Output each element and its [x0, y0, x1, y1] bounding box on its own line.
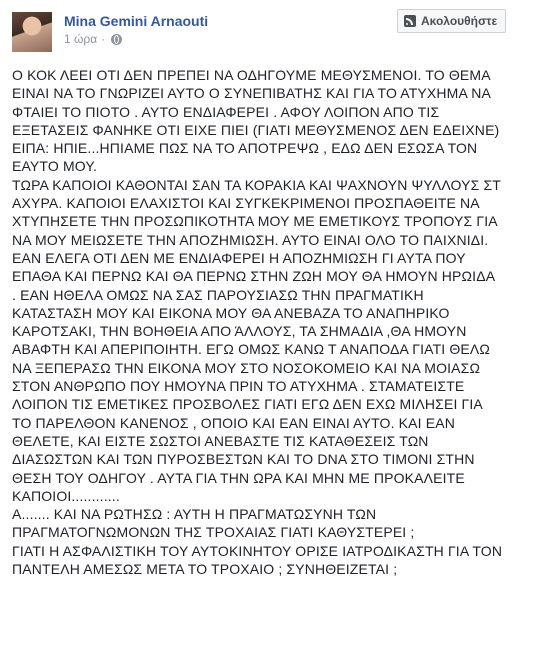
post-text-line: ΛΟΙΠΟΝ ΤΙΣ ΕΜΕΤΙΚΕΣ ΠΡΟΣΒΟΛΕΣ ΓΙΑΤΙ ΕΓΩ ΔΕΝ ΕΧΩ ΜΙΛΗΣΕΙ ΓΙΑ: [12, 396, 483, 413]
post-text-line: ΠΡΑΓΜΑΤΟΓΝΩΜΟΝΩΝ ΤΗΣ ΤΡΟΧΑΙΑΣ ΓΙΑΤΙ ΚΑΘΥΣΤΕΡΕΙ ;: [12, 524, 415, 541]
globe-icon[interactable]: [111, 34, 122, 45]
post-text-line: ΝΑ ΜΟΥ ΜΕΙΩΣΕΤΕ ΤΗΝ ΑΠΟΖΗΜΙΩΣΗ. ΑΥΤΟ ΕΙΝΑΙ ΟΛΟ ΤΟ ΠΑΙΧΝΙΔΙ.: [12, 231, 489, 248]
post-text-line: ΓΙΑΤΙ Η ΑΣΦΑΛΙΣΤΙΚΗ ΤΟΥ ΑΥΤΟΚΙΝΗΤΟΥ ΟΡΙΣΕ ΙΑΤΡΟΔΙΚΑΣΤΗ ΓΙΑ ΤΟΝ: [12, 542, 503, 559]
post-text: [12, 66, 540, 578]
post-text-line: ΕΑΥΤΟ ΜΟΥ.: [12, 158, 98, 175]
post-text-line: ΑΧΥΡΑ. ΚΑΠΟΙΟΙ ΕΛΑΧΙΣΤΟΙ ΚΑΙ ΣΥΓΚΕΚΡΙΜΕΝΟΙ ΠΡΟΣΠΑΘΕΙΤΕ ΝΑ: [12, 195, 480, 212]
post-text-line: ΝΑ ΞΕΠΕΡΑΣΩ ΤΗΝ ΕΙΚΟΝΑ ΜΟΥ ΣΤΟ ΝΟΣΟΚΟΜΕΙΟ ΚΑΙ ΝΑ ΜΟΙΑΣΩ: [12, 359, 481, 376]
post-text-line: ΑΒΑΦΤΗ ΚΑΙ ΑΠΕΡΙΠΟΙΗΤΗ. ΕΓΩ ΟΜΩΣ ΚΑΝΩ Τ ΑΝΑΠΟΔΑ ΓΙΑΤΙ ΘΕΛΩ: [12, 341, 491, 358]
post-header: [0, 0, 549, 60]
post-timestamp[interactable]: 1 ώρα: [64, 32, 98, 46]
post-text-line: ΘΕΣΗ ΤΟΥ ΟΔΗΓΟΥ . ΑΥΤΑ ΓΙΑ ΤΗΝ ΩΡΑ ΚΑΙ ΜΗΝ ΜΕ ΠΡΟΚΑΛΕΙΤΕ: [12, 469, 465, 486]
post-text-line: ΚΑΤΑΣΤΑΣΗ ΜΟΥ ΚΑΙ ΕΙΚΟΝΑ ΜΟΥ ΘΑ ΑΝΕΒΑΖΑ ΤΟ ΑΝΑΠΗΡΙΚΟ: [12, 304, 450, 321]
post-text-line: ΚΑΡΟΤΣΑΚΙ, ΤΗΝ ΒΟΗΘΕΙΑ ΑΠΟ ΆΛΛΟΥΣ, ΤΑ ΣΗΜΑΔΙΑ ,ΘΑ ΗΜΟΥΝ: [12, 323, 467, 340]
post-text-line: ΤΟ ΠΑΡΕΛΘΟΝ ΚΑΝΕΝΟΣ , ΟΠΟΙΟ ΚΑΙ ΕΑΝ ΕΙΝΑΙ ΑΥΤΟ. ΚΑΙ ΕΑΝ: [12, 414, 455, 431]
post-text-line: ΚΑΠΟΙΟΙ............: [12, 487, 120, 504]
post-text-line: ΕΠΑΘΑ ΚΑΙ ΠΕΡΝΩ ΚΑΙ ΘΑ ΠΕΡΝΩ ΣΤΗΝ ΖΩΗ ΜΟΥ ΘΑ ΗΜΟΥΝ ΗΡΩΙΔΑ: [12, 268, 496, 285]
post-text-line: ΘΕΛΕΤΕ, ΚΑΙ ΕΙΣΤΕ ΣΩΣΤΟΙ ΑΝΕΒΑΣΤΕ ΤΙΣ ΚΑΤΑΘΕΣΕΙΣ ΤΩΝ: [12, 432, 429, 449]
post-text-line: ΧΤΥΠΗΣΕΤΕ ΤΗΝ ΠΡΟΣΩΠΙΚΟΤΗΤΑ ΜΟΥ ΜΕ ΕΜΕΤΙΚΟΥΣ ΤΡΟΠΟΥΣ ΓΙΑ: [12, 213, 498, 230]
post-text-line: ΦΤΑΙΕΙ ΤΟ ΠΙΟΤΟ . ΑΥΤΟ ΕΝΔΙΑΦΕΡΕΙ . ΑΦΟΥ ΛΟΙΠΟΝ ΑΠΟ ΤΙΣ: [12, 103, 440, 120]
post-text-line: Α....... ΚΑΙ ΝΑ ΡΩΤΗΣΩ : ΑΥΤΗ Η ΠΡΑΓΜΑΤΩΣΥΝΗ ΤΩΝ: [12, 506, 377, 523]
follow-button-label: Ακολουθήστε: [421, 14, 498, 28]
author-name[interactable]: Mina Gemini Arnaouti: [64, 13, 209, 29]
post-text-line: ΕΑΝ ΕΛΕΓΑ ΟΤΙ ΔΕΝ ΜΕ ΕΝΔΙΑΦΕΡΕΙ Η ΑΠΟΖΗΜΙΩΣΗ ΓΙ ΑΥΤΑ ΠΟΥ: [12, 249, 466, 266]
post-text-line: . ΕΑΝ ΗΘΕΛΑ ΟΜΩΣ ΝΑ ΣΑΣ ΠΑΡΟΥΣΙΑΣΩ ΤΗΝ ΠΡΑΓΜΑΤΙΚΗ: [12, 286, 424, 303]
post-text-line: ΕΙΝΑΙ ΝΑ ΤΟ ΓΝΩΡΙΖΕΙ ΑΥΤΟ Ο ΣΥΝΕΠΙΒΑΤΗΣ ΚΑΙ ΓΙΑ ΤΟ ΑΤΥΧΗΜΑ ΝΑ: [12, 85, 491, 102]
meta-separator: ·: [101, 32, 106, 46]
post-text-line: ΕΞΕΤΑΣΕΙΣ ΦΑΝΗΚΕ ΟΤΙ ΕΙΧΕ ΠΙΕΙ (ΓΙΑΤΙ ΜΕΘΥΣΜΕΝΟΣ ΔΕΝ ΕΔΕΙΧΝΕ): [12, 121, 500, 138]
post-text-line: ΣΤΟΝ ΑΝΘΡΩΠΟ ΠΟΥ ΗΜΟΥΝΑ ΠΡΙΝ ΤΟ ΑΤΥΧΗΜΑ . ΣΤΑΜΑΤΕΙΣΤΕ: [12, 378, 465, 395]
post-text-line: ΔΙΑΣΩΣΤΩΝ ΚΑΙ ΤΩΝ ΠΥΡΟΣΒΕΣΤΩΝ ΚΑΙ ΤΟ DNA ΣΤΟ ΤΙΜΟΝΙ ΣΤΗΝ: [12, 451, 475, 468]
follow-button[interactable]: [397, 9, 506, 33]
post-text-line: ΤΩΡΑ ΚΑΠΟΙΟΙ ΚΑΘΟΝΤΑΙ ΣΑΝ ΤΑ ΚΟΡΑΚΙΑ ΚΑΙ ΨΑΧΝΟΥΝ ΨΥΛΛΟΥΣ ΣΤ: [12, 176, 501, 193]
rss-icon: [404, 15, 416, 27]
post-meta: [64, 32, 122, 46]
post-text-line: ΕΙΠΑ: ΗΠΙΕ...ΗΠΙΑΜΕ ΠΩΣ ΝΑ ΤΟ ΑΠΟΤΡΕΨΩ , ΕΔΩ ΔΕΝ ΕΣΩΣΑ ΤΟΝ: [12, 140, 478, 157]
post-text-line: Ο ΚΟΚ ΛΕΕΙ ΟΤΙ ΔΕΝ ΠΡΕΠΕΙ ΝΑ ΟΔΗΓΟΥΜΕ ΜΕΘΥΣΜΕΝΟΙ. ΤΟ ΘΕΜΑ: [12, 67, 491, 83]
avatar[interactable]: [12, 12, 52, 52]
post-text-line: ΠΑΝΤΕΛΗ ΑΜΕΣΩΣ ΜΕΤΑ ΤΟ ΤΡΟΧΑΙΟ ; ΣΥΝΗΘΕΙΖΕΤΑΙ ;: [12, 561, 398, 578]
